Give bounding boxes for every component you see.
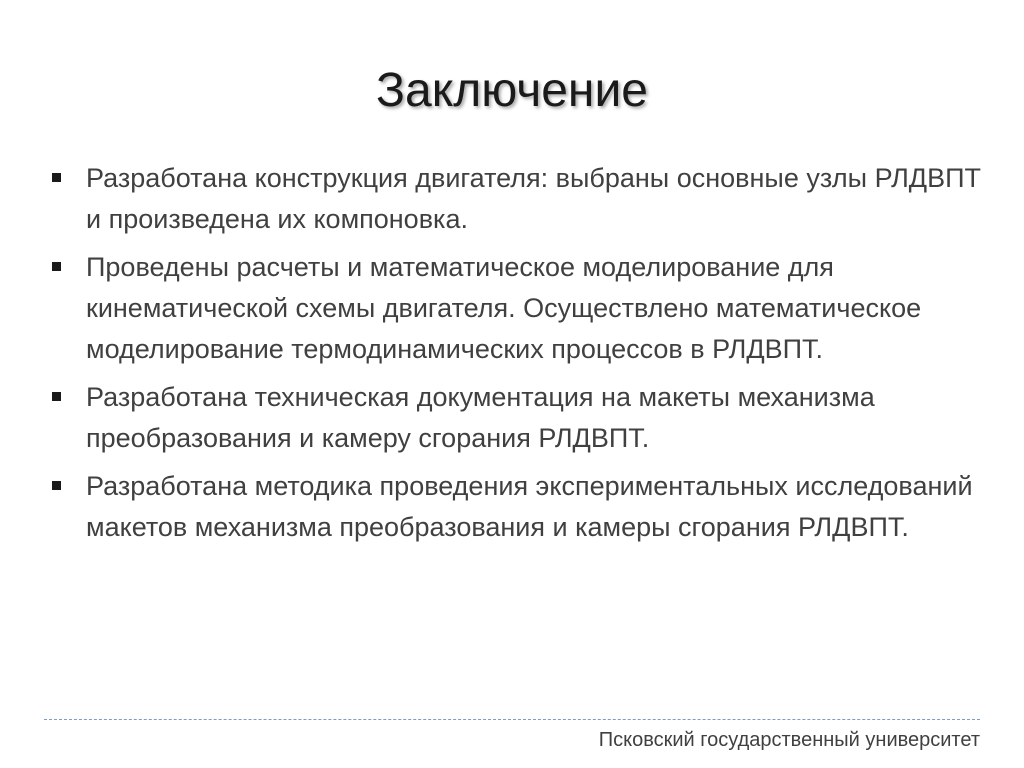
bullet-list bbox=[44, 158, 994, 555]
bullet-text: Разработана техническая документация на макеты механизма преобразования и камеру сгорания РЛДВПТ. bbox=[86, 382, 875, 453]
square-bullet-icon bbox=[52, 262, 61, 271]
bullet-item bbox=[44, 466, 994, 548]
bullet-text: Разработана методика проведения экспериментальных исследований макетов механизма преобразования и камеры сгорания РЛДВПТ. bbox=[86, 471, 973, 542]
bullet-item bbox=[44, 377, 994, 459]
footer-divider bbox=[44, 719, 980, 720]
square-bullet-icon bbox=[52, 481, 61, 490]
bullet-item bbox=[44, 247, 994, 370]
slide-title: Заключение bbox=[376, 64, 648, 117]
square-bullet-icon bbox=[52, 173, 61, 182]
footer-university: Псковский государственный университет bbox=[598, 729, 980, 751]
bullet-item bbox=[44, 158, 994, 240]
bullet-text: Проведены расчеты и математическое моделирование для кинематической схемы двигателя. Осуществлено математическое моделирование термодинамических процессов в РЛДВПТ. bbox=[86, 252, 922, 364]
bullet-text: Разработана конструкция двигателя: выбраны основные узлы РЛДВПТ и произведена их компоновка. bbox=[86, 163, 981, 234]
square-bullet-icon bbox=[52, 392, 61, 401]
